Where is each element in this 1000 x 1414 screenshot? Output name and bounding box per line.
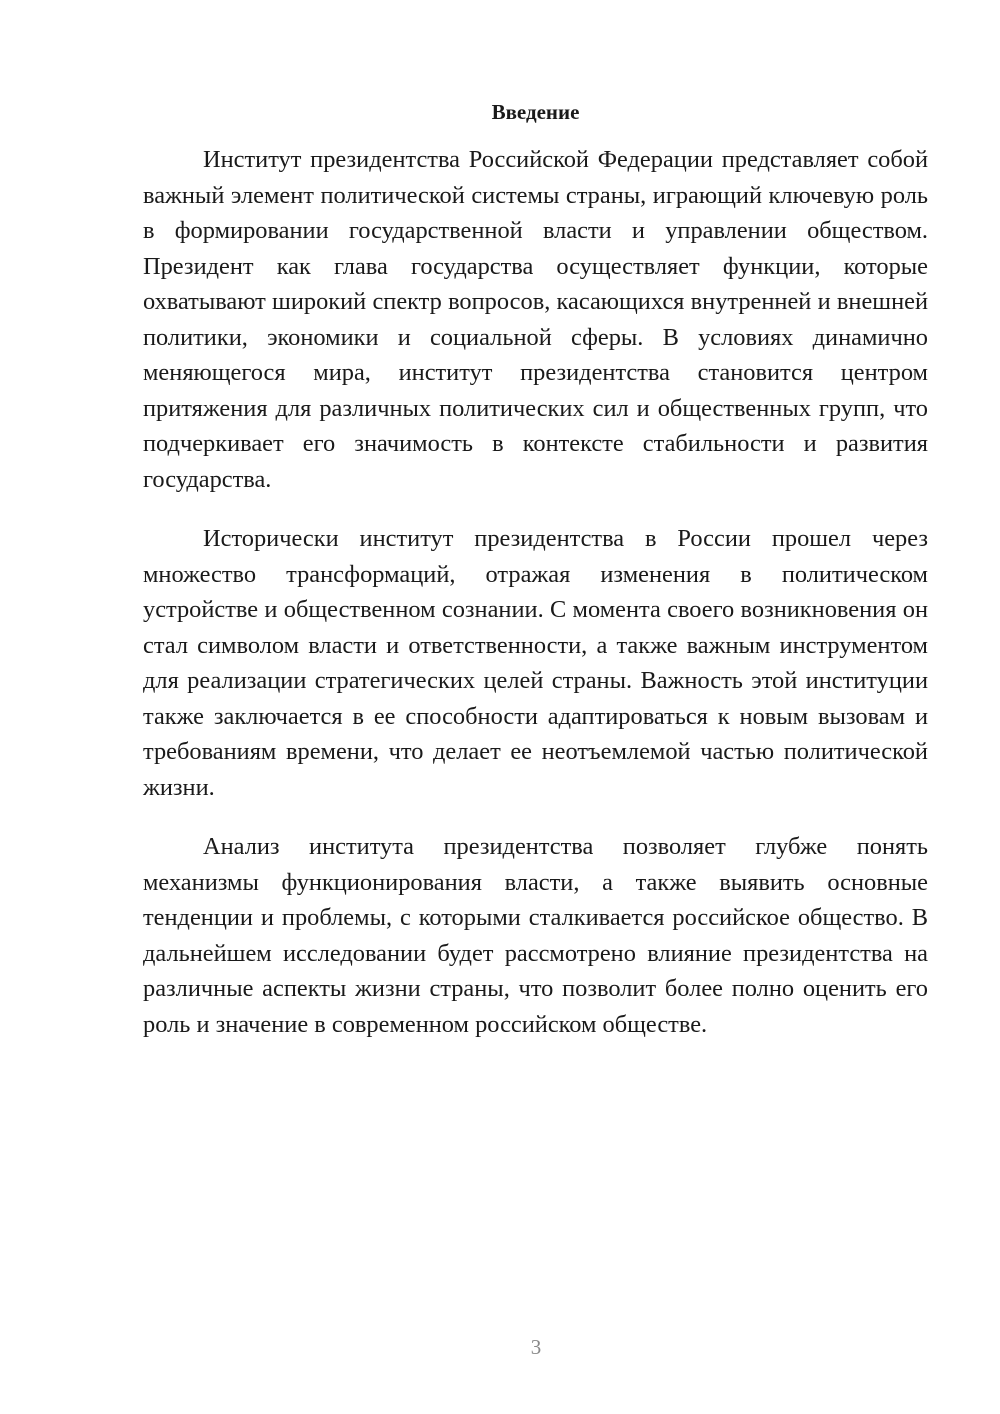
- paragraph-3: Анализ института президентства позволяет глубже понять механизмы функционирования власти, а также выявить основные тенденции и проблемы, с которыми сталкивается российское общество. В дальнейшем исследовании будет рассмотрено влияние президентства на различные аспекты жизни страны, что позволит более полно оценить его роль и значение в современном российском обществе.: [143, 833, 928, 1038]
- paragraph-2: Исторически институт президентства в России прошел через множество трансформаций, отражая изменения в политическом устройстве и общественном сознании. С момента своего возникновения он стал символом власти и ответственности, а также важным инструментом для реализации стратегических целей страны. Важность этой институции также заключается в ее способности адаптироваться к новым вызовам и требованиям времени, что делает ее неотъемлемой частью политической жизни.: [143, 525, 928, 801]
- body-text: [143, 142, 928, 1066]
- paragraph-1: Институт президентства Российской Федерации представляет собой важный элемент политической системы страны, играющий ключевую роль в формировании государственной власти и управлении обществом. Президент как глава государства осуществляет функции, которые охватывают широкий спектр вопросов, касающихся внутренней и внешней политики, экономики и социальной сферы. В условиях динамично меняющегося мира, институт президентства становится центром притяжения для различных политических сил и общественных групп, что подчеркивает его значимость в контексте стабильности и развития государства.: [143, 146, 928, 493]
- page-number: 3: [530, 1335, 542, 1359]
- section-heading: Введение: [491, 100, 580, 124]
